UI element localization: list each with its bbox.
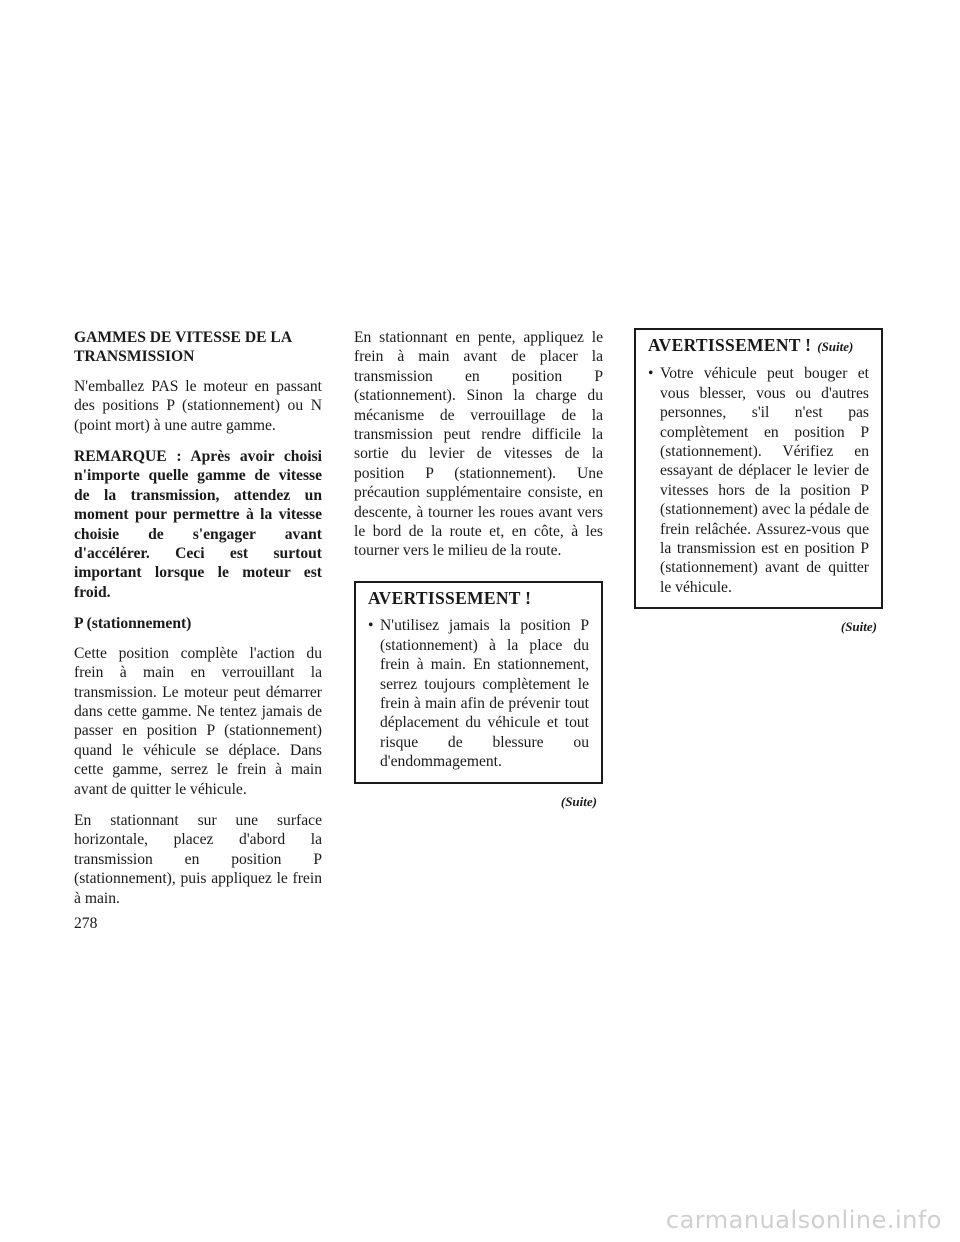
continued-label: (Suite): [560, 793, 597, 809]
warning-title: [648, 336, 869, 356]
warning-title-continued: (Suite): [817, 339, 854, 354]
note-paragraph: REMARQUE : Après avoir choisi n'importe quelle gamme de vitesse de la transmission, attendez un moment pour permettre à la vitesse choisie de s'engager avant d'accélérer. Ceci est surtout important lorsque le moteur est froid.: [74, 448, 322, 601]
paragraph-rev-warning: N'emballez PAS le moteur en passant des positions P (stationnement) ou N (point mort) à une autre gamme.: [74, 377, 322, 434]
warning-title-text: AVERTISSEMENT !: [648, 335, 812, 355]
warning-title: AVERTISSEMENT !: [368, 587, 532, 608]
warning-text: N'utilisez jamais la position P (stationnement) à la place du frein à main. En stationnement, serrez toujours complètement le frein à main afin de prévenir tout déplacement du véhicule et tout risque de blessure ou d'endommagement.: [380, 617, 589, 771]
subheading-park: P (stationnement): [74, 615, 192, 633]
warning-item: [648, 364, 869, 597]
warning-box-continued: [634, 328, 883, 609]
right-column: [634, 328, 883, 637]
bullet-icon: •: [648, 365, 654, 383]
warning-text: Votre véhicule peut bouger et vous blesser, vous ou d'autres personnes, s'il n'est pas complètement en position P (stationnement). Vérifiez en essayant de déplacer le levier de vitesses hors de la position P (stationnement) avec la pédale de frein relâchée. Assurez-vous que la transmission est en position P (stationnement) avant de quitter le véhicule.: [660, 365, 869, 596]
left-column: [74, 328, 322, 920]
middle-column: [354, 328, 603, 811]
paragraph-flat-parking: En stationnant sur une surface horizontale, placez d'abord la transmission en position P (stationnement), puis appliquez le frein à main.: [74, 811, 322, 907]
paragraph-slope-parking: En stationnant en pente, appliquez le frein à main avant de placer la transmission en position P (stationnement). Sinon la charge du mécanisme de verrouillage de la transmission peut rendre difficile la sortie du levier de vitesses de la position P (stationnement). Une précaution supplémentaire consiste, en descente, à tourner les roues avant vers le bord de la route et, en côte, à les tourner vers le milieu de la route.: [354, 329, 603, 560]
section-heading: GAMMES DE VITESSE DE LA TRANSMISSION: [74, 329, 292, 366]
page-number: 278: [74, 915, 98, 932]
continued-label: (Suite): [840, 619, 877, 635]
paragraph-park-description: Cette position complète l'action du frein à main en verrouillant la transmission. Le moteur peut démarrer dans cette gamme. Ne tentez jamais de passer en position P (stationnement) quand le véhicule se déplace. Dans cette gamme, serrez le frein à main avant de quitter le véhicule.: [74, 644, 322, 798]
watermark: carmanualsonline.info: [665, 1206, 942, 1234]
warning-item: [368, 616, 589, 771]
bullet-icon: •: [368, 617, 374, 635]
warning-box: [354, 581, 603, 784]
